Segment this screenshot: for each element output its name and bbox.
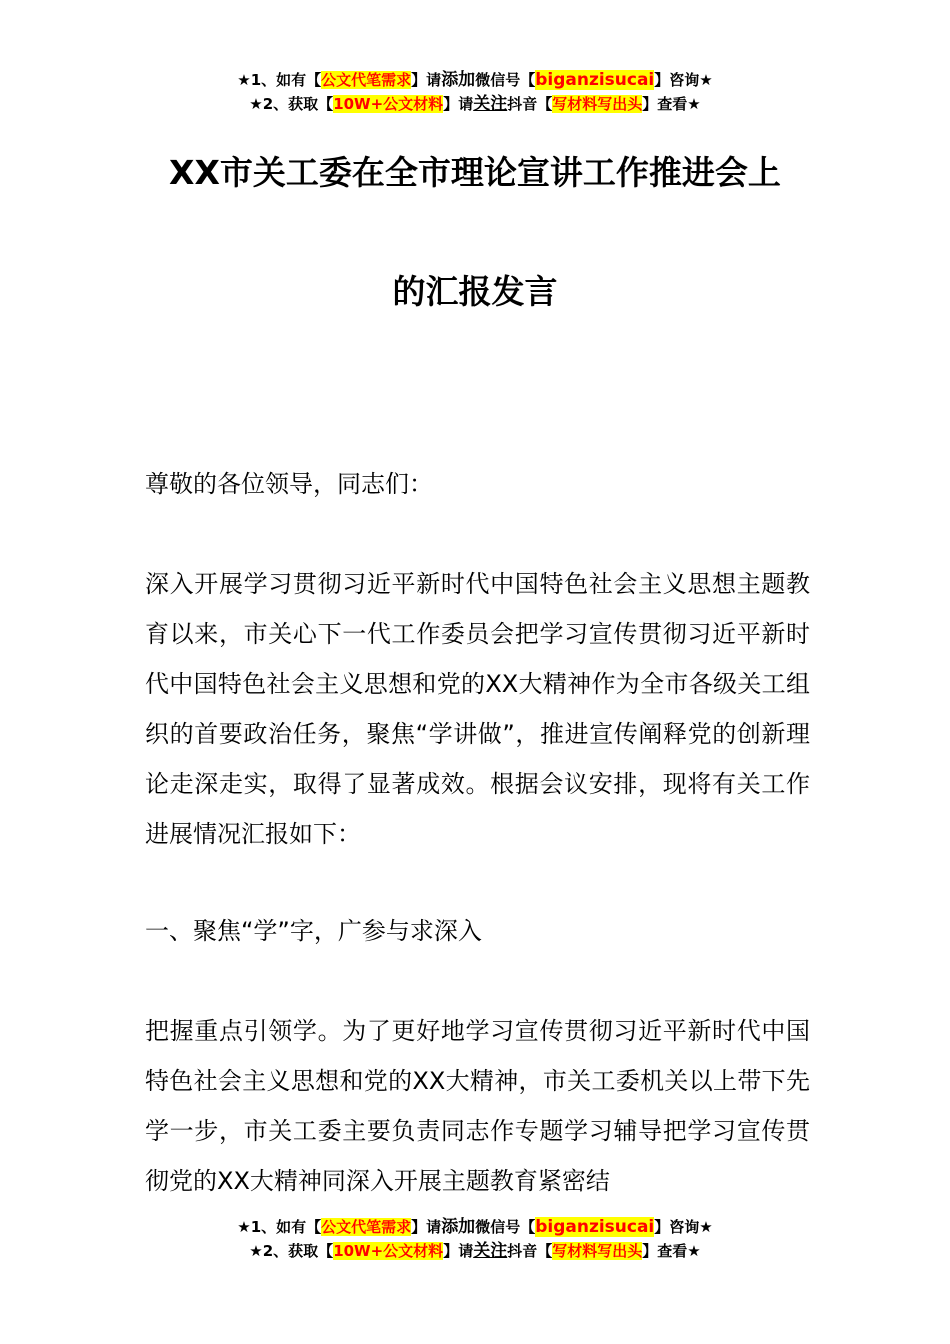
section-heading-1: 一、聚焦“学”字，广参与求深入: [145, 917, 482, 945]
douyin-id-highlight: 写材料写出头: [552, 1242, 643, 1260]
bottom-banner: [0, 1215, 950, 1263]
star-icon: ★: [249, 1242, 263, 1260]
star-icon: ★: [249, 95, 263, 113]
wechat-id-highlight: biganzisucai: [535, 1217, 655, 1237]
star-icon: ★: [237, 71, 251, 89]
banner-line-2: ★2、获取【10W+公文材料】请关注抖音【写材料写出头】查看★: [249, 1241, 701, 1261]
paragraph-2: 把握重点引领学。为了更好地学习宣传贯彻习近平新时代中国特色社会主义思想和党的XX大精神，市关工委机关以上带下先学一步，市关工委主要负责同志作专题学习辅导把学习宣传贯彻党的XX大精神同深入开展主题教育紧密结: [145, 1017, 810, 1195]
wechat-id-highlight: biganzisucai: [535, 70, 655, 90]
banner-highlight: 10W+公文材料: [333, 95, 444, 113]
banner-highlight: 公文代笔需求: [321, 1218, 412, 1236]
star-icon: ★: [237, 1218, 251, 1236]
banner-line-2: ★2、获取【10W+公文材料】请关注抖音【写材料写出头】查看★: [249, 94, 701, 114]
paragraph-1: 深入开展学习贯彻习近平新时代中国特色社会主义思想主题教育以来，市关心下一代工作委员会把学习宣传贯彻习近平新时代中国特色社会主义思想和党的XX大精神作为全市各级关工组织的首要政治任务，聚焦“学讲做”，推进宣传阐释党的创新理论走深走实，取得了显著成效。根据会议安排，现将有关工作进展情况汇报如下：: [145, 570, 810, 848]
douyin-id-highlight: 写材料写出头: [552, 95, 643, 113]
document-title-line-2: 的汇报发言: [392, 272, 558, 311]
banner-highlight: 10W+公文材料: [333, 1242, 444, 1260]
banner-line-1: ★1、如有【公文代笔需求】请添加微信号【biganzisucai】咨询★: [237, 70, 713, 90]
banner-line-1: ★1、如有【公文代笔需求】请添加微信号【biganzisucai】咨询★: [237, 1217, 713, 1237]
greeting: 尊敬的各位领导，同志们：: [145, 470, 433, 498]
banner-highlight: 公文代笔需求: [321, 71, 412, 89]
document-title-line-1: XX市关工委在全市理论宣讲工作推进会上: [169, 153, 781, 192]
top-banner: [0, 68, 950, 116]
